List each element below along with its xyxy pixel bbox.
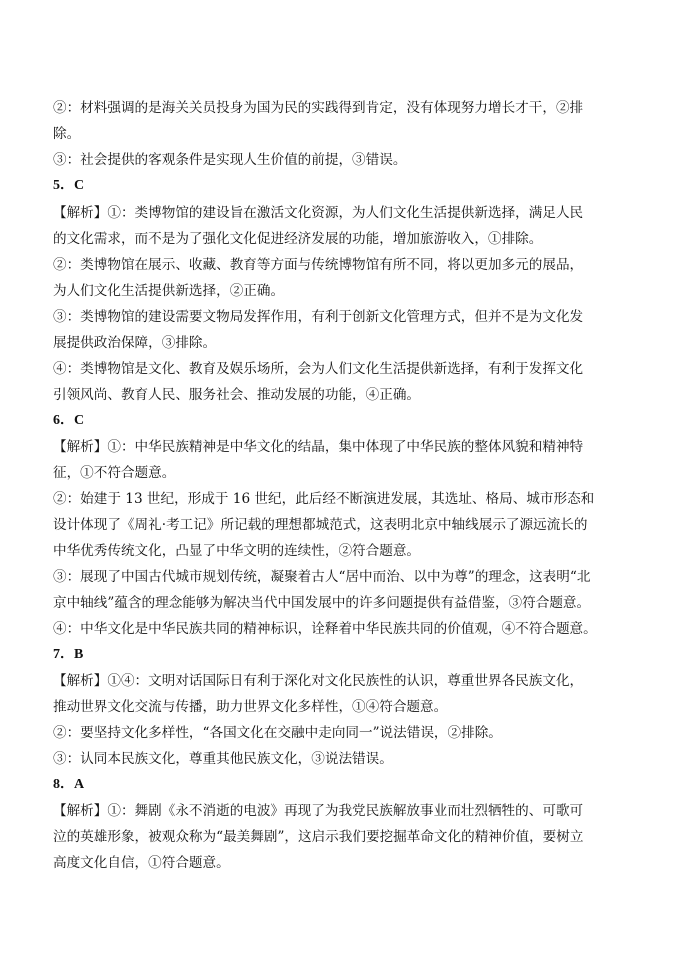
- analysis-6-line-5: 中华优秀传统文化，凸显了中华文明的连续性，②符合题意。: [53, 543, 421, 559]
- analysis-8-line-1: 【解析】①：舞剧《永不消逝的电波》再现了为我党民族解放事业而壮烈牺牲的、可歌可: [53, 803, 584, 819]
- answer-heading-8: 8．A: [53, 777, 85, 792]
- answer-heading-5: 5．C: [53, 178, 85, 193]
- analysis-6-line-8: ④：中华文化是中华民族共同的精神标识，诠释着中华民族共同的价值观，④不符合题意。: [53, 621, 597, 637]
- text-line-option-3: ③：社会提供的客观条件是实现人生价值的前提，③错误。: [53, 152, 407, 168]
- analysis-6-line-3: ②：始建于 13 世纪，形成于 16 世纪，此后经不断演进发展，其选址、格局、城市形态和: [53, 491, 595, 507]
- analysis-5-line-5: ③：类博物馆的建设需要文物局发挥作用，有利于创新文化管理方式，但并不是为文化发: [53, 309, 584, 325]
- analysis-6-line-2: 征，①不符合题意。: [53, 465, 176, 481]
- analysis-7-line-2: 推动世界文化交流与传播，助力世界文化多样性，①④符合题意。: [53, 699, 448, 715]
- analysis-6-line-4: 设计体现了《周礼·考工记》所记载的理想都城范式，这表明北京中轴线展示了源远流长的: [53, 517, 588, 533]
- analysis-6-line-7: 京中轴线”蕴含的理念能够为解决当代中国发展中的许多问题提供有益借鉴，③符合题意。: [53, 595, 591, 611]
- analysis-5-line-6: 展提供政治保障，③排除。: [53, 335, 217, 351]
- analysis-5-line-1: 【解析】①：类博物馆的建设旨在激活文化资源，为人们文化生活提供新选择，满足人民: [53, 205, 584, 221]
- analysis-8-line-2: 泣的英雄形象，被观众称为“最美舞剧”，这启示我们要挖掘革命文化的精神价值，要树立: [53, 829, 584, 845]
- text-line-option-2-b: 除。: [53, 126, 81, 142]
- text-line-option-2-a: ②：材料强调的是海关关员投身为国为民的实践得到肯定，没有体现努力增长才干，②排: [53, 100, 584, 116]
- analysis-8-line-3: 高度文化自信，①符合题意。: [53, 855, 230, 871]
- analysis-5-line-8: 引领风尚、教育人民、服务社会、推动发展的功能，④正确。: [53, 387, 421, 403]
- answer-heading-7: 7．B: [53, 647, 84, 662]
- analysis-6-line-1: 【解析】①：中华民族精神是中华文化的结晶，集中体现了中华民族的整体风貌和精神特: [53, 439, 584, 455]
- answer-heading-6: 6．C: [53, 413, 85, 428]
- analysis-6-line-6: ③：展现了中国古代城市规划传统，凝聚着古人“居中而治、以中为尊”的理念，这表明“北: [53, 569, 591, 585]
- analysis-5-line-7: ④：类博物馆是文化、教育及娱乐场所，会为人们文化生活提供新选择，有利于发挥文化: [53, 361, 584, 377]
- analysis-7-line-1: 【解析】①④：文明对话国际日有利于深化对文化民族性的认识，尊重世界各民族文化，: [53, 673, 584, 689]
- analysis-5-line-2: 的文化需求，而不是为了强化文化促进经济发展的功能，增加旅游收入，①排除。: [53, 231, 543, 247]
- analysis-5-line-3: ②：类博物馆在展示、收藏、教育等方面与传统博物馆有所不同，将以更加多元的展品，: [53, 257, 584, 273]
- analysis-7-line-4: ③：认同本民族文化，尊重其他民族文化，③说法错误。: [53, 751, 393, 767]
- analysis-7-line-3: ②：要坚持文化多样性，“各国文化在交融中走向同一”说法错误，②排除。: [53, 725, 502, 741]
- analysis-5-line-4: 为人们文化生活提供新选择，②正确。: [53, 283, 285, 299]
